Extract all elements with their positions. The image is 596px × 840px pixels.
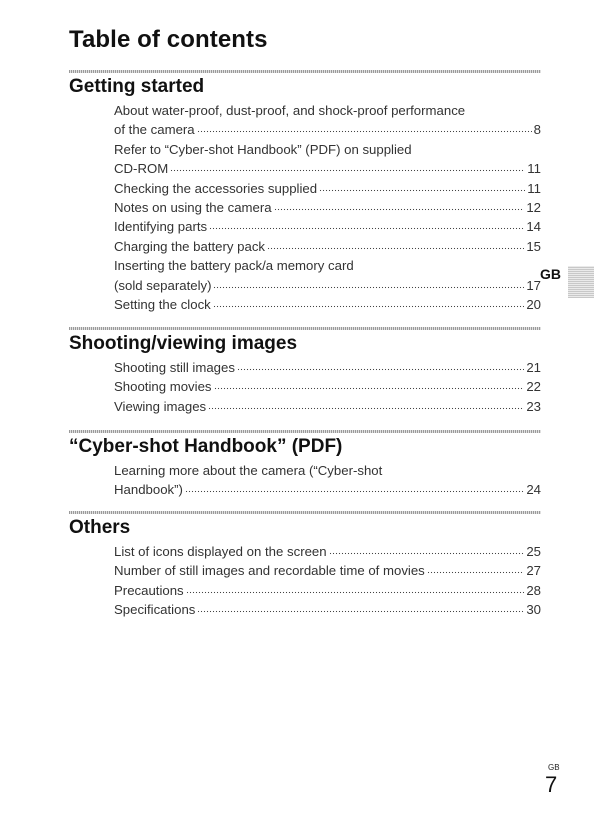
footer-language-code: GB — [548, 763, 560, 772]
toc-entry-text-line1: Inserting the battery pack/a memory card — [114, 258, 354, 274]
section-shooting-viewing — [66, 327, 542, 416]
toc-entry-water-proof[interactable] — [114, 101, 541, 140]
toc-entry-text: of the camera — [114, 122, 195, 138]
dot-leader — [427, 571, 525, 574]
dot-leader — [319, 189, 525, 192]
toc-entry-text: Shooting still images — [114, 360, 235, 375]
toc-entry-text: Setting the clock — [114, 297, 211, 313]
toc-entry-text: Charging the battery pack — [114, 238, 266, 254]
section-handbook — [66, 430, 542, 500]
dot-leader — [197, 610, 524, 613]
footer-page-number: 7 — [545, 772, 558, 797]
side-tab-shading — [568, 266, 594, 298]
toc-entry-charging[interactable] — [114, 237, 541, 256]
toc-entry-accessories[interactable] — [114, 179, 541, 198]
dot-leader — [197, 130, 532, 133]
toc-entry-text: Number of still images and recordable time of movies — [114, 563, 425, 579]
dot-leader — [274, 208, 525, 211]
dot-leader — [267, 247, 524, 250]
toc-entry-text: Specifications — [114, 602, 196, 618]
toc-entry-movies[interactable] — [114, 377, 541, 396]
toc-entry-recordable[interactable] — [114, 561, 541, 580]
toc-entry-text: Shooting movies — [114, 379, 212, 395]
section-divider — [69, 70, 541, 73]
section-divider — [69, 327, 541, 330]
page-title: Table of contents — [69, 26, 268, 53]
toc-entry-text: Checking the accessories supplied — [114, 180, 318, 196]
section-heading: Getting started — [69, 76, 205, 97]
toc-entry-page: 11 — [527, 161, 541, 177]
toc-entry-page: 28 — [526, 582, 541, 598]
toc-entry-text: Viewing images — [114, 398, 207, 414]
toc-entry-page: 12 — [526, 200, 541, 216]
toc-entry-icons[interactable] — [114, 542, 541, 561]
dot-leader — [208, 407, 524, 410]
toc-entry-list — [66, 542, 541, 620]
toc-entry-text: Identifying parts — [114, 219, 208, 235]
toc-entry-page: 24 — [526, 482, 541, 498]
toc-entry-page: 27 — [526, 563, 541, 579]
dot-leader — [213, 305, 525, 308]
toc-entry-page: 8 — [533, 122, 541, 138]
toc-entry-text-line1: Refer to “Cyber-shot Handbook” (PDF) on supplied — [114, 141, 412, 157]
section-divider — [69, 511, 541, 514]
toc-entry-page: 30 — [526, 602, 541, 618]
toc-entry-list — [66, 358, 541, 416]
toc-entry-text: List of icons displayed on the screen — [114, 544, 327, 559]
toc-entry-text: (sold separately) — [114, 277, 212, 293]
dot-leader — [186, 591, 525, 594]
toc-entry-handbook-cdrom[interactable] — [114, 140, 541, 179]
dot-leader — [185, 490, 524, 493]
section-heading: Others — [69, 517, 131, 538]
section-heading: “Cyber-shot Handbook” (PDF) — [69, 436, 343, 457]
section-heading: Shooting/viewing images — [69, 333, 298, 354]
toc-entry-page: 11 — [527, 180, 541, 196]
toc-entry-page: 14 — [526, 219, 541, 235]
toc-entry-page: 21 — [526, 360, 541, 375]
toc-entry-viewing[interactable] — [114, 397, 541, 416]
section-others — [66, 511, 542, 620]
toc-entry-text: Notes on using the camera — [114, 200, 272, 216]
dot-leader — [329, 552, 525, 555]
toc-entry-text: Precautions — [114, 582, 184, 598]
toc-entry-identifying-parts[interactable] — [114, 217, 541, 236]
toc-entry-page: 20 — [526, 297, 541, 313]
side-tab-label: GB — [540, 266, 561, 282]
toc-entry-text-line1: About water-proof, dust-proof, and shock-proof performance — [114, 103, 466, 118]
dot-leader — [213, 286, 524, 289]
toc-entry-page: 22 — [526, 379, 541, 395]
toc-entry-specifications[interactable] — [114, 600, 541, 619]
toc-entry-learning-more[interactable] — [114, 461, 541, 500]
toc-entry-page: 25 — [526, 544, 541, 559]
toc-entry-page: 17 — [526, 277, 541, 293]
language-side-tab — [534, 262, 596, 302]
dot-leader — [170, 169, 525, 172]
toc-entry-notes[interactable] — [114, 198, 541, 217]
toc-entry-list — [66, 101, 541, 314]
toc-entry-clock[interactable] — [114, 295, 541, 314]
toc-entry-inserting[interactable] — [114, 256, 541, 295]
toc-entry-page: 23 — [526, 398, 541, 414]
toc-entry-text: Handbook”) — [114, 482, 183, 498]
toc-entry-precautions[interactable] — [114, 581, 541, 600]
section-getting-started — [66, 70, 542, 314]
toc-entry-text: CD-ROM — [114, 161, 169, 177]
dot-leader — [237, 368, 524, 371]
toc-entry-still-images[interactable] — [114, 358, 541, 377]
dot-leader — [209, 227, 524, 230]
toc-entry-page: 15 — [526, 238, 541, 254]
dot-leader — [214, 387, 525, 390]
toc-entry-text-line1: Learning more about the camera (“Cyber-shot — [114, 463, 383, 478]
toc-entry-list — [66, 461, 541, 500]
section-divider — [69, 430, 541, 433]
